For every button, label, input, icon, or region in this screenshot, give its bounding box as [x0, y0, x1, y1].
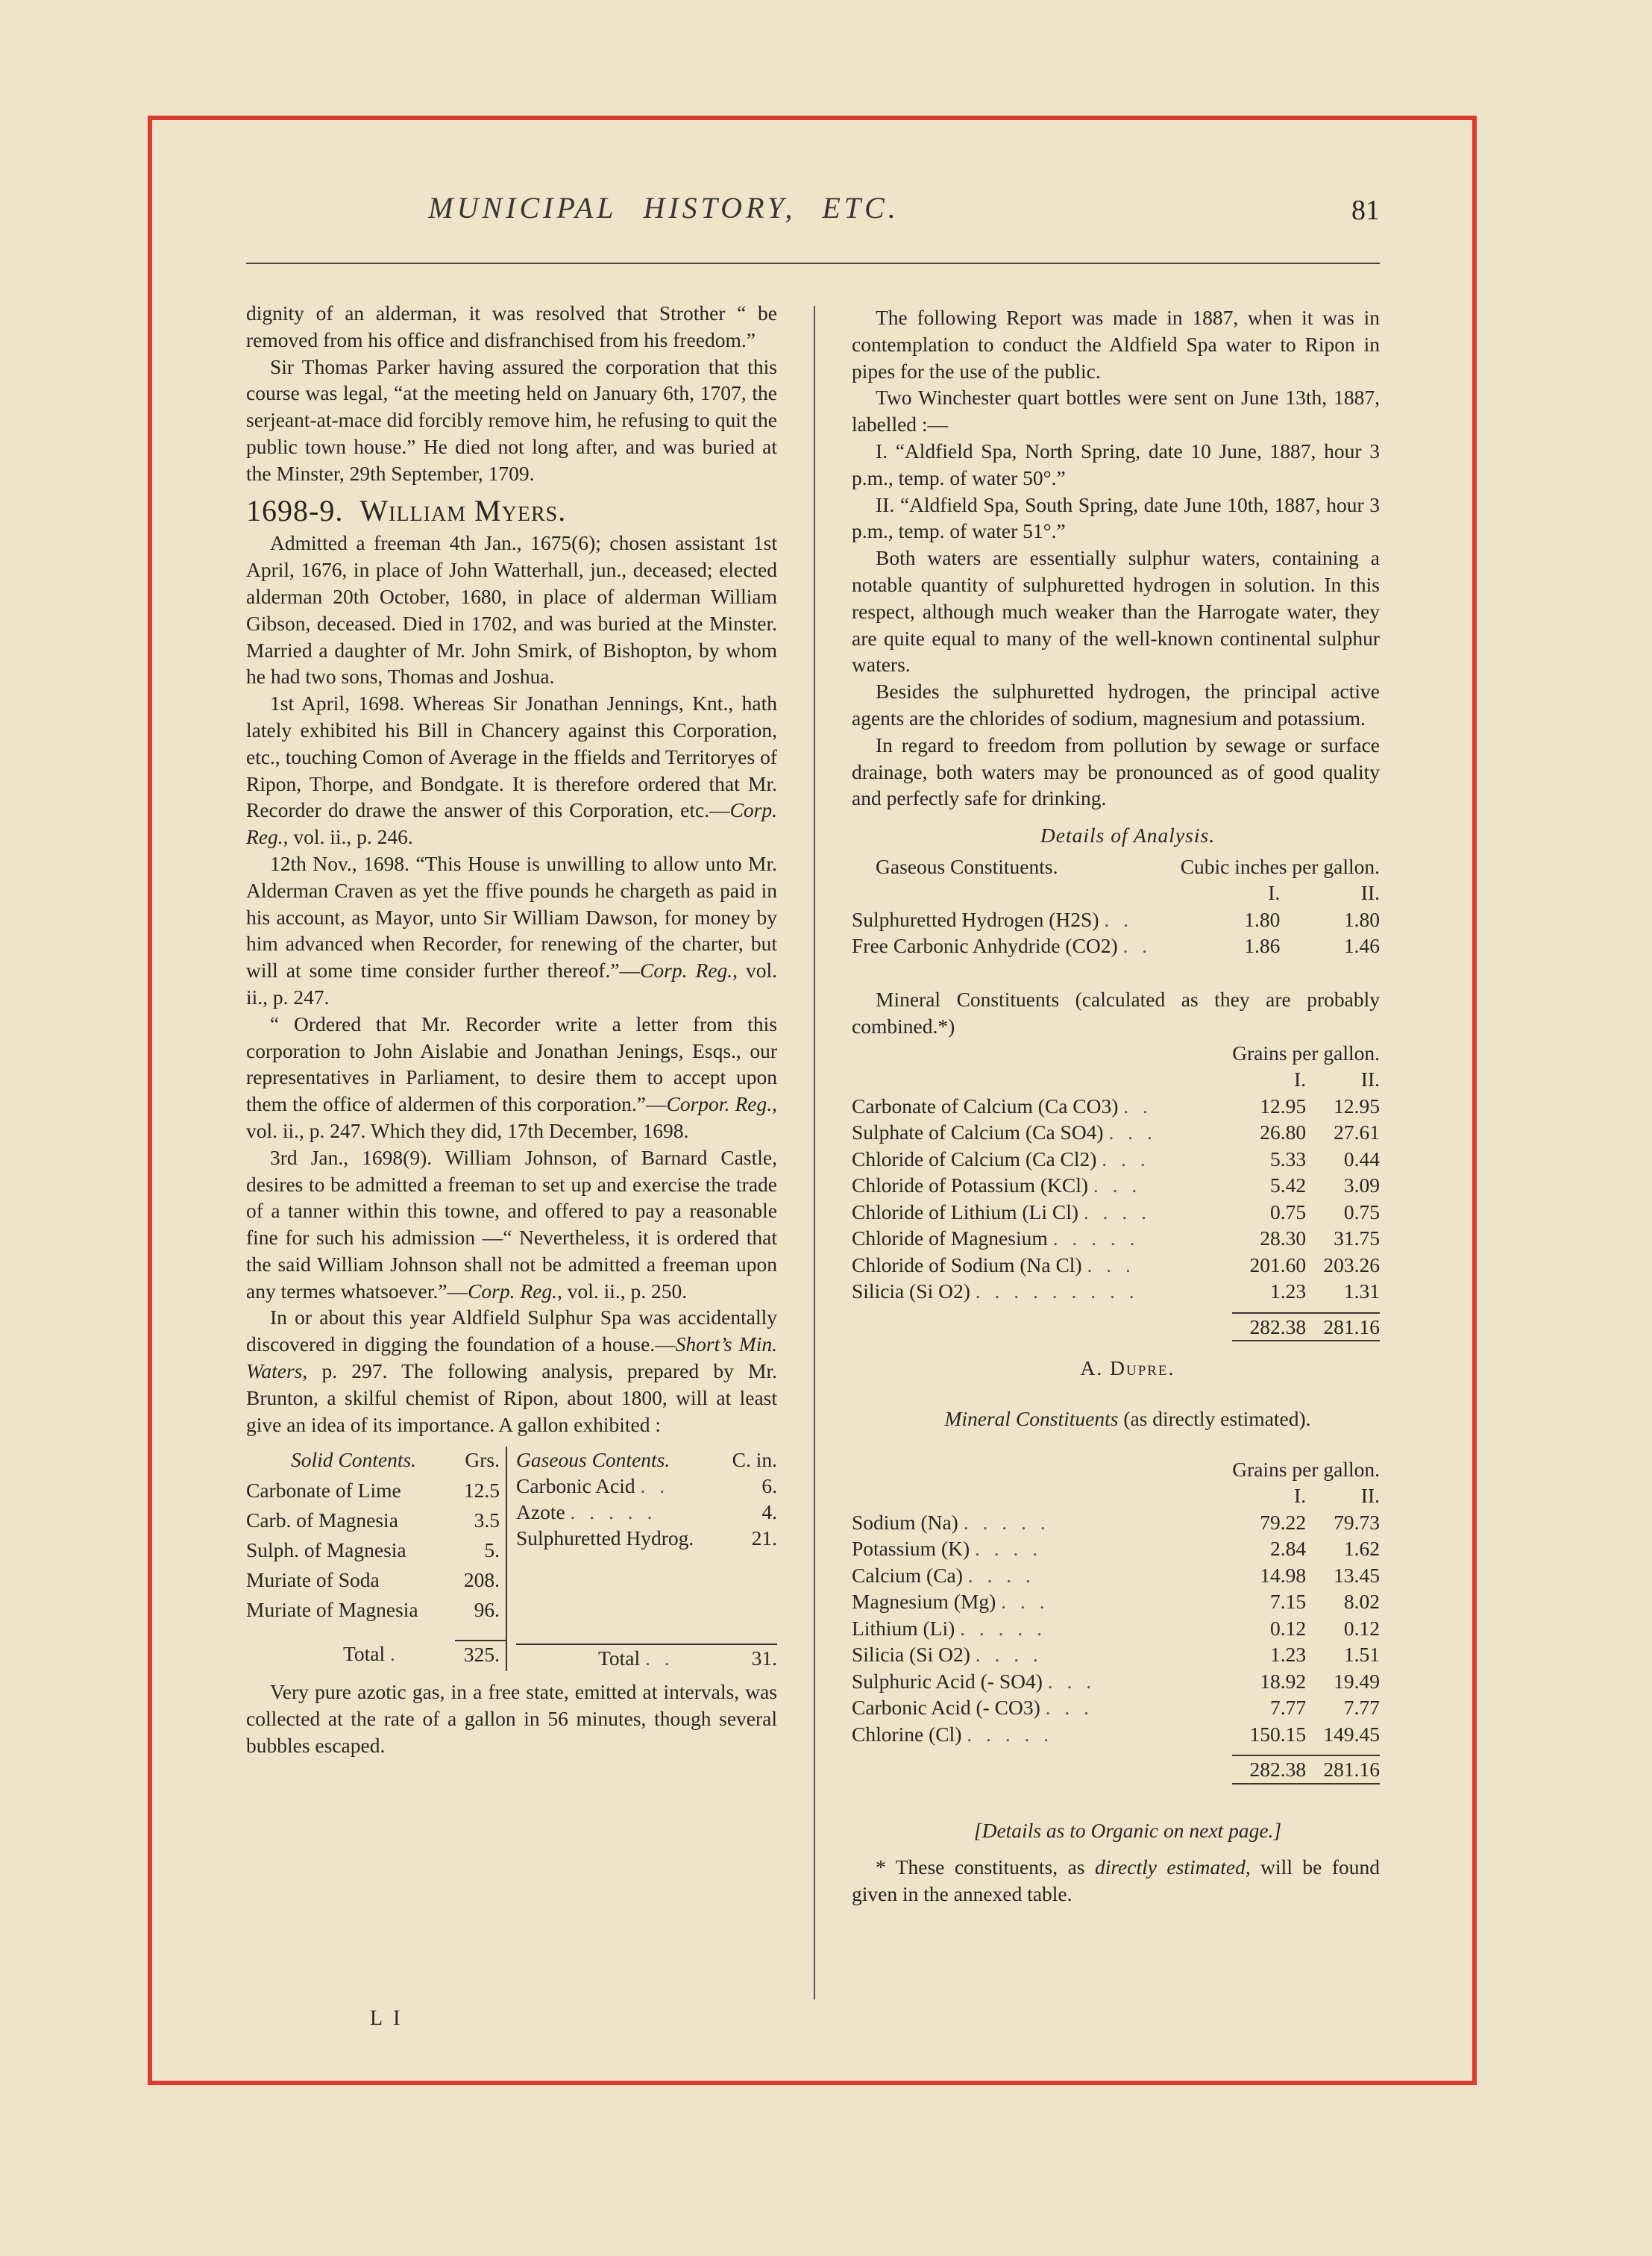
table-row: Sulphuretted Hydrogen (H2S) . . 1.80 1.80 [852, 907, 1380, 931]
table-row: Silicia (Si O2) . . . . 1.23 1.51 [852, 1643, 1380, 1667]
section-heading: Details of Analysis. [1040, 824, 1216, 847]
section-heading: Mineral Constituents (as directly estimated). [944, 1406, 1311, 1430]
organic-note: [Details as to Organic on next page.] [973, 1818, 1282, 1842]
table-row: Sulph. of Magnesia 5. [246, 1538, 500, 1561]
direct-constituents-table: Grains per gallon. I. II. Sodium (Na) . . . . . 79.22 79.73 Potassium (K) . . . . 2.84 1.62 Calcium (Ca) . . . . 14.98 13.45 Magnesium (Mg) . . . 7.15 8.02 Lithium (Li) . . . . . 0.12 0.12 Silicia (Si O2) . . . . 1.23 1.51 Sulphuric Acid (- SO4) . . . 18.92 19.49 Carbonic Acid (- CO3) . . . 7.77 7.77 Chlorine (Cl) . . . . . 150.15 149.45 282.38 281.16 [852, 1456, 1380, 1785]
table-row: Chloride of Sodium (Na Cl) . . . 201.60 203.26 [852, 1253, 1380, 1276]
paragraph: Admitted a freeman 4th Jan., 1675(6); chosen assistant 1st April, 1676, in place of John Watterhall, jun., deceased; elected alderman 20th October, 1680, in place of alderman William Gibson, deceased. Died in 1702, and was buried at the Minster. Married a daughter of Mr. John Smirk, of Bishopton, by whom he had two sons, Thomas and Joshua. [246, 531, 777, 689]
paragraph: Mineral Constituents (calculated as they are probably combined.*) [852, 987, 1380, 1038]
entry-heading [246, 493, 777, 527]
signature-mark: L I [370, 2007, 403, 2030]
entry-year: 1698-9. [246, 493, 344, 527]
gaseous-contents-table [516, 1447, 777, 1671]
table-row: Magnesium (Mg) . . . 7.15 8.02 [852, 1590, 1380, 1614]
table-total: Total . 325. [246, 1641, 506, 1671]
paragraph: Besides the sulphuretted hydrogen, the principal active agents are the chlorides of sodium, magnesium and potassium. [852, 680, 1380, 730]
paragraph: 12th Nov., 1698. “This House is unwilling to allow unto Mr. Alderman Craven as yet the ffive pounds he chargeth as paid in his account, as Mayor, unto Sir William Dawson, for money by him advanced when Recorder, for renewing of the charter, but will at some time consider further thereof.”—Corp. Reg., vol. ii., p. 247. [246, 851, 777, 1009]
table-row: Sulphuretted Hydrog. 21. [516, 1526, 777, 1550]
paragraph: I. “Aldfield Spa, North Spring, date 10 June, 1887, hour 3 p.m., temp. of water 50°.” [852, 439, 1380, 489]
table-header: C. in. [732, 1448, 777, 1472]
citation: Short’s Min. Waters [246, 1332, 777, 1383]
table-row: Lithium (Li) . . . . . 0.12 0.12 [852, 1616, 1380, 1640]
header-rule [246, 263, 1380, 264]
brunton-analysis [246, 1447, 777, 1671]
table-total: 282.38 281.16 [852, 1313, 1380, 1341]
table-row: Muriate of Magnesia 96. [246, 1598, 500, 1622]
paragraph: “ Ordered that Mr. Recorder write a letter from this corporation to John Aislabie and Jonathan Jenings, Esqs., our representatives in Parliament, to desire them to accept upon them the office of aldermen of this corporation.”—Corpor. Reg., vol. ii., p. 247. Which they did, 17th December, 1698. [246, 1012, 778, 1142]
running-head-word: MUNICIPAL [428, 191, 618, 225]
table-row: Sulphate of Calcium (Ca SO4) . . . 26.80 27.61 [852, 1121, 1380, 1144]
right-column [852, 304, 1380, 1908]
table-header: Gaseous Contents. [516, 1448, 670, 1472]
table-row: Carb. of Magnesia 3.5 [246, 1508, 500, 1532]
table-row: Chloride of Magnesium . . . . . 28.30 31.75 [852, 1226, 1380, 1250]
table-row: Calcium (Ca) . . . . 14.98 13.45 [852, 1563, 1380, 1587]
table-row: Chlorine (Cl) . . . . . 150.15 149.45 [852, 1722, 1380, 1746]
paragraph: II. “Aldfield Spa, South Spring, date June 10th, 1887, hour 3 p.m., temp. of water 51°.” [852, 492, 1380, 543]
citation: Corp. Reg. [246, 798, 777, 849]
table-row: Potassium (K) . . . . 2.84 1.62 [852, 1537, 1380, 1561]
analyst-name: A. Dupre. [1080, 1356, 1175, 1380]
table-row: Chloride of Calcium (Ca Cl2) . . . 5.33 0.44 [852, 1147, 1380, 1171]
table-total: 282.38 281.16 [852, 1755, 1380, 1784]
table-total: Total . . 31. [516, 1644, 777, 1671]
paragraph: Very pure azotic gas, in a free state, emitted at intervals, was collected at the rate of a gallon in 56 minutes, though several bubbles escaped. [246, 1680, 777, 1758]
paragraph: 3rd Jan., 1698(9). William Johnson, of Barnard Castle, desires to be admitted a freeman to set up and exercise the trade of a tanner within this towne, and offered to pay a reasonable fine for such his admission —“ Nevertheless, it is ordered that the said William Johnson shall not be admitted a freeman upon any termes whatsoever.”—Corp. Reg., vol. ii., p. 250. [246, 1145, 777, 1303]
table-row: Carbonate of Calcium (Ca CO3) . . 12.95 12.95 [852, 1094, 1380, 1118]
table-header: Grs. [465, 1448, 500, 1472]
paragraph: In regard to freedom from pollution by sewage or surface drainage, both waters may be pronounced as of good quality and perfectly safe for drinking. [852, 733, 1380, 810]
table-row: Carbonic Acid (- CO3) . . . 7.77 7.77 [852, 1696, 1380, 1720]
paragraph: Sir Thomas Parker having assured the corporation that this course was legal, “at the meeting held on January 6th, 1707, the serjeant-at-mace did forcibly remove him, he refusing to quit the public town house.” He died not long after, and was buried at the Minster, 29th September, 1709. [246, 354, 777, 485]
citation: Corp. Reg. [468, 1279, 557, 1303]
table-row: Free Carbonic Anhydride (CO2) . . 1.86 1.46 [852, 934, 1380, 958]
table-row: Sulphuric Acid (- SO4) . . . 18.92 19.49 [852, 1669, 1380, 1693]
table-row: Azote . . . . . 4. [516, 1500, 777, 1524]
paragraph: Two Winchester quart bottles were sent on June 13th, 1887, labelled :— [852, 386, 1380, 436]
table-row: Carbonic Acid . . 6. [516, 1474, 777, 1498]
table-header: Solid Contents. [291, 1448, 417, 1472]
entry-name: William Myers. [359, 493, 567, 527]
left-column [246, 300, 777, 1759]
gaseous-constituents-table: Gaseous Constituents. Cubic inches per gallon. I. II. Sulphuretted Hydrogen (H2S) . . 1.80 1.80 Free Carbonic Anhydride (CO2) . . 1.86 1.46 [852, 853, 1380, 959]
footnote: * These constituents, as directly estimated, will be found given in the annexed table. [852, 1855, 1381, 1906]
column-divider [814, 306, 815, 1999]
solid-contents-table [246, 1447, 507, 1671]
paragraph: In or about this year Aldfield Sulphur Spa was accidentally discovered in digging the foundation of a house.—Short’s Min. Waters, p. 297. The following analysis, prepared by Mr. Brunton, a skilful chemist of Ripon, about 1800, will at least give an idea of its importance. A gallon exhibited : [246, 1306, 777, 1436]
paragraph: Both waters are essentially sulphur waters, containing a notable quantity of sulphuretted hydrogen in solution. In this respect, although much weaker than the Harrogate water, they are quite equal to many of the well-known continental sulphur waters. [852, 546, 1380, 677]
table-row: Chloride of Lithium (Li Cl) . . . . 0.75 0.75 [852, 1200, 1380, 1223]
running-head-word: ETC. [822, 191, 899, 225]
mineral-constituents-table: Grains per gallon. I. II. Carbonate of Calcium (Ca CO3) . . 12.95 12.95 Sulphate of Calcium (Ca SO4) . . . 26.80 27.61 Chloride of Calcium (Ca Cl2) . . . 5.33 0.44 Chloride of Potassium (KCl) . . . 5.42 3.09 Chloride of Lithium (Li Cl) . . . . 0.75 0.75 Chloride of Magnesium . . . . . 28.30 31.75 Chloride of Sodium (Na Cl) . . . 201.60 203.26 Silicia (Si O2) . . . . . . . . . 1.23 1.31 282.38 281.16 [852, 1040, 1380, 1342]
table-row: Muriate of Soda 208. [246, 1567, 500, 1591]
paragraph: 1st April, 1698. Whereas Sir Jonathan Jennings, Knt., hath lately exhibited his Bill in Chancery against this Corporation, etc., touching Comon of Average in the ffields and Territoryes of Ripon, Thorpe, and Bondgate. It is therefore ordered that Mr. Recorder do drawe the answer of this Corporation, etc.—Corp. Reg., vol. ii., p. 246. [246, 692, 777, 849]
running-head [0, 190, 1328, 225]
page-number: 81 [1351, 195, 1380, 226]
running-head-word: HISTORY, [643, 191, 797, 225]
table-row: Sodium (Na) . . . . . 79.22 79.73 [852, 1510, 1380, 1534]
table-row: Silicia (Si O2) . . . . . . . . . 1.23 1.31 [852, 1279, 1380, 1303]
table-row: Chloride of Potassium (KCl) . . . 5.42 3.09 [852, 1174, 1380, 1197]
paragraph: The following Report was made in 1887, when it was in contemplation to conduct the Aldfield Spa water to Ripon in pipes for the use of the public. [852, 306, 1380, 383]
citation: Corp. Reg. [640, 959, 733, 983]
citation: Corpor. Reg. [666, 1092, 773, 1116]
table-row: Carbonate of Lime 12.5 [246, 1478, 500, 1502]
paragraph: dignity of an alderman, it was resolved that Strother “ be removed from his office and disfranchised from his freedom.” [246, 301, 777, 351]
